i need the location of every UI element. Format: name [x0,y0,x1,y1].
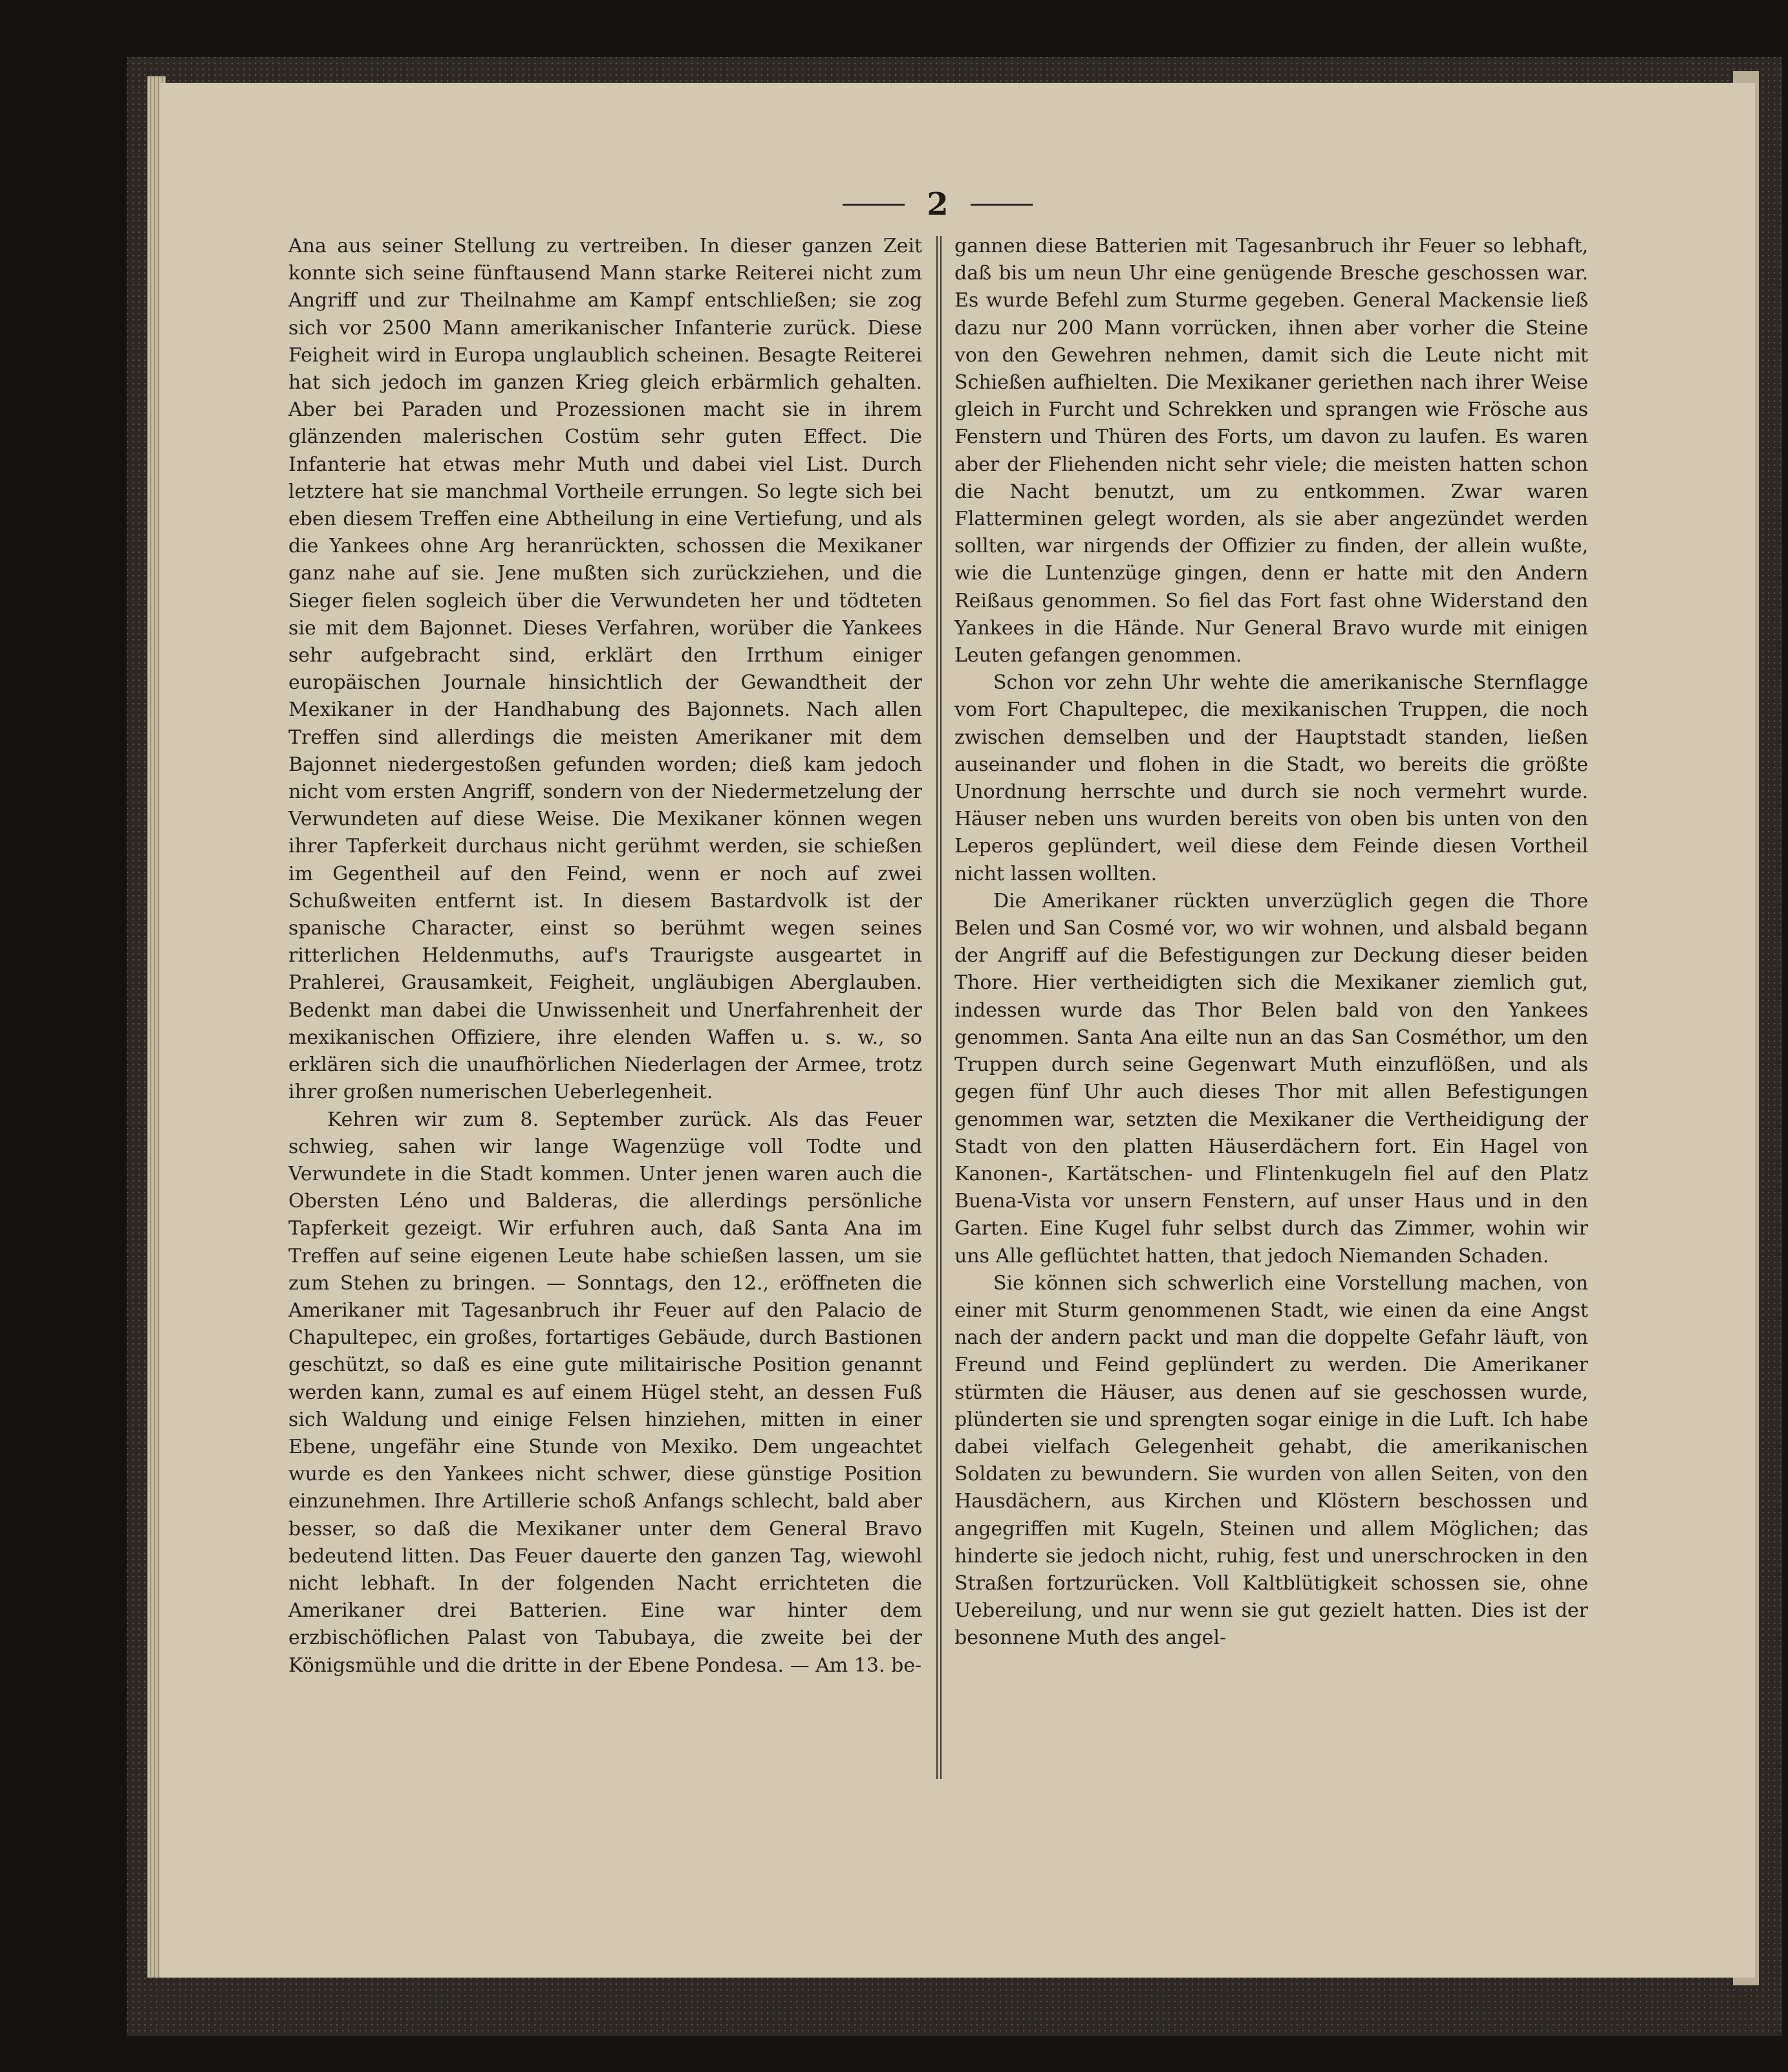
page-number: 2 [927,186,949,222]
paragraph: Ana aus seiner Stellung zu vertreiben. In dieser ganzen Zeit konnte sich seine fünftausend Mann starke Reiterei nicht zum Angriff und zur Theilnahme am Kampf entschließen; sie zog sich vor 2500 Mann amerikanischer Infanterie zurück. Diese Feigheit wird in Europa unglaublich scheinen. Besagte Reiterei hat sich jedoch im ganzen Krieg gleich erbärmlich gehalten. Aber bei Paraden und Prozessionen macht sie in ihrem glänzenden malerischen Costüm sehr guten Effect. Die Infanterie hat etwas mehr Muth und dabei viel List. Durch letztere hat sie manchmal Vortheile errungen. So legte sich bei eben diesem Treffen eine Abtheilung in eine Vertiefung, und als die Yankees ohne Arg heranrückten, schossen die Mexikaner ganz nahe auf sie. Jene mußten sich zurückziehen, und die Sieger fielen sogleich über die Verwundeten her und tödteten sie mit dem Bajonnet. Dieses Verfahren, worüber die Yankees sehr aufgebracht sind, erklärt den Irrthum einiger europäischen Journale hinsichtlich der Gewandtheit der Mexikaner in der Handhabung des Bajonnets. Nach allen Treffen sind allerdings die meisten Amerikaner mit dem Bajonnet niedergestoßen gefunden worden; dieß kam jedoch nicht vom ersten Angriff, sondern von der Niedermetzelung der Verwundeten auf diese Weise. Die Mexikaner können wegen ihrer Tapferkeit durchaus nicht gerühmt werden, sie schießen im Gegentheil auf den Feind, wenn er noch auf zwei Schußweiten entfernt ist. In diesem Bastardvolk ist der spanische Character, einst so berühmt wegen seines ritterlichen Heldenmuths, auf's Traurigste ausgeartet in Prahlerei, Grausamkeit, Feigheit, ungläubigen Aberglauben. Bedenkt man dabei die Unwissenheit und Unerfahrenheit der mexikanischen Offiziere, ihre elenden Waffen u. s. w., so erklären sich die unaufhörlichen Niederlagen der Armee, trotz ihrer großen numerischen Ueberlegenheit. [288,235,922,1104]
left-column [288,233,922,1679]
header-rule-left [843,204,905,206]
right-column [954,233,1588,1652]
page-header [821,185,1054,224]
column-divider [936,236,942,1779]
paragraph: Die Amerikaner rückten unverzüglich gegen die Thore Belen und San Cosmé vor, wo wir wohnen, und alsbald begann der Angriff auf die Befestigungen zur Deckung dieser beiden Thore. Hier vertheidigten sich die Mexikaner ziemlich gut, indessen wurde das Thor Belen bald von den Yankees genommen. Santa Ana eilte nun an das San Cosméthor, um den Truppen durch seine Gegenwart Muth einzuflößen, und als gegen fünf Uhr auch dieses Thor mit allen Befestigungen genommen war, setzten die Mexikaner die Vertheidigung der Stadt von den platten Häuserdächern fort. Ein Hagel von Kanonen-, Kartätschen- und Flintenkugeln fiel auf den Platz Buena-Vista vor unsern Fenstern, auf unser Haus und in den Garten. Eine Kugel fuhr selbst durch das Zimmer, wohin wir uns Alle geflüchtet hatten, that jedoch Niemanden Schaden. [954,889,1588,1268]
paragraph: gannen diese Batterien mit Tagesanbruch ihr Feuer so lebhaft, daß bis um neun Uhr eine genügende Bresche geschossen war. Es wurde Befehl zum Sturme gegeben. General Mackensie ließ dazu nur 200 Mann vorrücken, ihnen aber vorher die Steine von den Gewehren nehmen, damit sich die Leute nicht mit Schießen aufhielten. Die Mexikaner geriethen nach ihrer Weise gleich in Furcht und Schrekken und sprangen wie Frösche aus Fenstern und Thüren des Forts, um davon zu laufen. Es waren aber der Fliehenden nicht sehr viele; die meisten hatten schon die Nacht benutzt, um zu entkommen. Zwar waren Flatterminen gelegt worden, als sie aber angezündet werden sollten, war nirgends der Offizier zu finden, der allein wußte, wie die Luntenzüge gingen, denn er hatte mit den Andern Reißaus genommen. So fiel das Fort fast ohne Widerstand den Yankees in die Hände. Nur General Bravo wurde mit einigen Leuten gefangen genommen. [954,235,1588,667]
paragraph: Sie können sich schwerlich eine Vorstellung machen, von einer mit Sturm genommenen Stadt, wie einen da eine Angst nach der andern packt und man die doppelte Gefahr läuft, von Freund und Feind geplündert zu werden. Die Amerikaner stürmten die Häuser, aus denen auf sie geschossen wurde, plünderten sie und sprengten sogar einige in die Luft. Ich habe dabei vielfach Gelegenheit gehabt, die amerikanischen Soldaten zu bewundern. Sie wurden von allen Seiten, von den Hausdächern, aus Kirchen und Klöstern beschossen und angegriffen mit Kugeln, Steinen und allem Möglichen; das hinderte sie jedoch nicht, ruhig, fest und unerschrocken in den Straßen fortzurücken. Voll Kaltblütigkeit schossen sie, ohne Uebereilung, und nur wenn sie gut gezielt hatten. Dies ist der besonnene Muth des angel- [954,1271,1588,1650]
header-rule-right [971,204,1033,206]
paragraph: Schon vor zehn Uhr wehte die amerikanische Sternflagge vom Fort Chapultepec, die mexikanischen Truppen, die noch zwischen demselben und der Hauptstadt standen, ließen auseinander und flohen in die Stadt, wo bereits die größte Unordnung herrschte und durch sie noch vermehrt wurde. Häuser neben uns wurden bereits von oben bis unten von den Leperos geplündert, weil diese dem Feinde diesen Vortheil nicht lassen wollten. [954,671,1588,885]
paragraph: Kehren wir zum 8. September zurück. Als das Feuer schwieg, sahen wir lange Wagenzüge voll Todte und Verwundete in die Stadt kommen. Unter jenen waren auch die Obersten Léno und Balderas, die allerdings persönliche Tapferkeit gezeigt. Wir erfuhren auch, daß Santa Ana im Treffen auf seine eigenen Leute habe schießen lassen, um sie zum Stehen zu bringen. — Sonntags, den 12., eröffneten die Amerikaner mit Tagesanbruch ihr Feuer auf den Palacio de Chapultepec, ein großes, fortartiges Gebäude, durch Bastionen geschützt, so daß es eine gute militairische Position genannt werden kann, zumal es auf einem Hügel steht, an dessen Fuß sich Waldung und einige Felsen hinziehen, mitten in einer Ebene, ungefähr eine Stunde von Mexiko. Dem ungeachtet wurde es den Yankees nicht schwer, diese günstige Position einzunehmen. Ihre Artillerie schoß Anfangs schlecht, bald aber besser, so daß die Mexikaner unter dem General Bravo bedeutend litten. Das Feuer dauerte den ganzen Tag, wiewohl nicht lebhaft. In der folgenden Nacht errichteten die Amerikaner drei Batterien. Eine war hinter dem erzbischöflichen Palast von Tabubaya, die zweite bei der Königsmühle und die dritte in der Ebene Pondesa. — Am 13. be- [288,1108,922,1677]
